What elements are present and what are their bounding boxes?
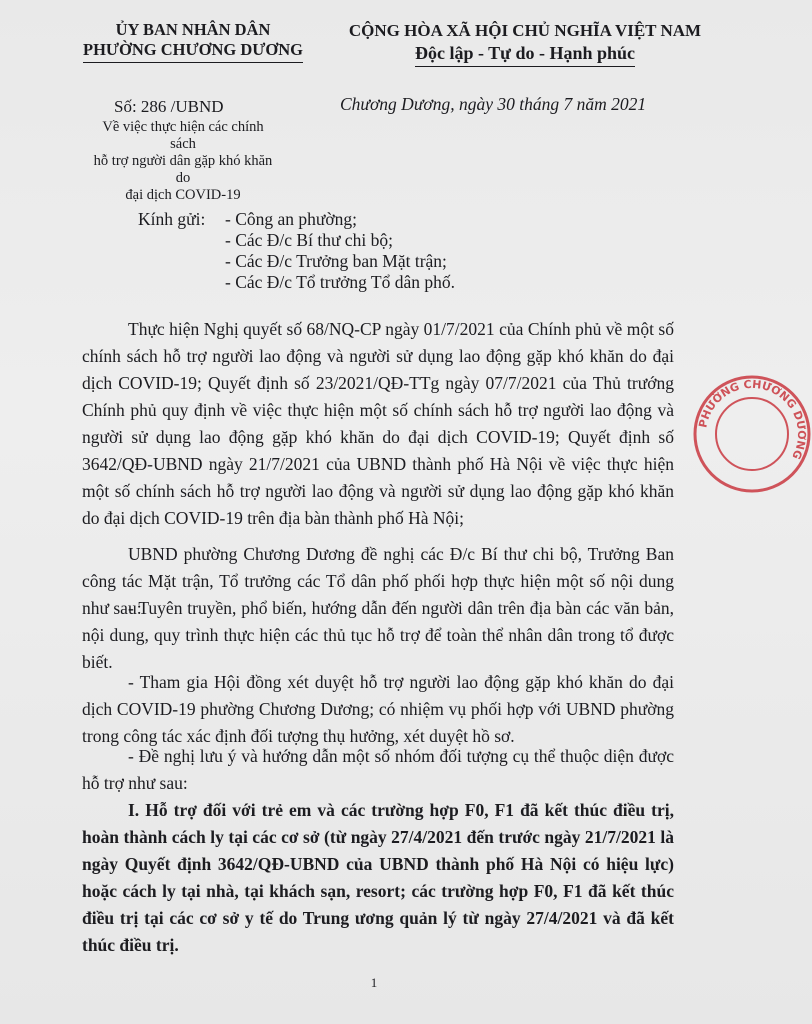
subject-line: Về việc thực hiện các chính sách — [102, 119, 264, 152]
official-seal-icon — [692, 374, 812, 494]
seal-text: PHƯỜNG CHƯƠNG DƯƠNG — [696, 377, 809, 462]
recipient-item: - Công an phường; — [225, 209, 357, 229]
body-paragraph: Thực hiện Nghị quyết số 68/NQ-CP ngày 01/7/2021 của Chính phủ về một số chính sách hỗ trợ người lao động và người sử dụng lao động gặp khó khăn do đại dịch COVID-19; Quyết định số 23/2021/QĐ-TTg ngày 07/7/2021 của Thủ trướng Chính phủ quy định về việc thực hiện một số chính sách hỗ trợ người lao động và người sử dụng lao động gặp khó khăn do đại dịch COVID-19; Quyết định số 3642/QĐ-UBND ngày 21/7/2021 của UBND thành phố Hà Nội về việc thực hiện một số chính sách hỗ trợ người lao động và người sử dụng lao động gặp khó khăn do đại dịch COVID-19 trên địa bàn thành phố Hà Nội; — [82, 319, 674, 528]
document-subject — [88, 119, 278, 204]
authority-line-1: ỦY BAN NHÂN DÂN — [115, 20, 271, 39]
issuing-authority — [78, 20, 308, 63]
motto: Độc lập - Tự do - Hạnh phúc — [415, 42, 635, 67]
subject-line: hỗ trợ người dân gặp khó khăn do — [93, 153, 273, 186]
recipient-list — [225, 209, 455, 293]
recipient-item: - Các Đ/c Trưởng ban Mặt trận; — [225, 251, 447, 271]
document-number: Số: 286 /UBND — [114, 97, 224, 116]
kinh-gui-label: Kính gửi: — [138, 209, 206, 229]
body-paragraph: - Đề nghị lưu ý và hướng dẫn một số nhóm đối tượng cụ thể thuộc diện được hỗ trợ như sau: — [82, 746, 674, 793]
page-number: 1 — [370, 975, 378, 990]
recipient-item: - Các Đ/c Bí thư chi bộ; — [225, 230, 393, 250]
nation-name: CỘNG HÒA XÃ HỘI CHỦ NGHĨA VIỆT NAM — [348, 21, 702, 40]
national-motto — [320, 20, 730, 67]
body-paragraph: UBND phường Chương Dương đề nghị các Đ/c Bí thư chi bộ, Trưởng Ban công tác Mặt trận, Tổ trưởng các Tổ dân phố phối hợp thực hiện một số nội dung như sau: — [82, 544, 674, 618]
body-paragraph: - Tham gia Hội đồng xét duyệt hỗ trợ người lao động gặp khó khăn do đại dịch COVID-19 phường Chương Dương; có nhiệm vụ phối hợp với UBND phường trong công tác xác định đối tượng thụ hưởng, xét duyệt hồ sơ. — [82, 672, 674, 746]
subject-line: đại dịch COVID-19 — [125, 187, 241, 203]
section-heading: I. Hỗ trợ đối với trẻ em và các trường hợp F0, F1 đã kết thúc điều trị, hoàn thành cách ly tại các cơ sở (từ ngày 27/4/2021 đến trước ngày 21/7/2021 là ngày Quyết định 3642/QĐ-UBND của UBND thành phố Hà Nội có hiệu lực) hoặc cách ly tại nhà, tại khách sạn, resort; các trường hợp F0, F1 đã kết thúc điều trị tại các cơ sở y tế do Trung ương quản lý từ ngày 27/4/2021 và đã kết thúc điều trị. — [82, 800, 674, 955]
body-paragraph: - Tuyên truyền, phổ biến, hướng dẫn đến người dân trên địa bàn các văn bản, nội dung, quy trình thực hiện các thủ tục hỗ trợ để toàn thể nhân dân trong tổ được biết. — [82, 598, 674, 672]
date-line: Chương Dương, ngày 30 tháng 7 năm 2021 — [340, 94, 647, 114]
recipient-item: - Các Đ/c Tổ trưởng Tổ dân phố. — [225, 272, 455, 292]
authority-line-2: PHƯỜNG CHƯƠNG DƯƠNG — [83, 40, 303, 63]
